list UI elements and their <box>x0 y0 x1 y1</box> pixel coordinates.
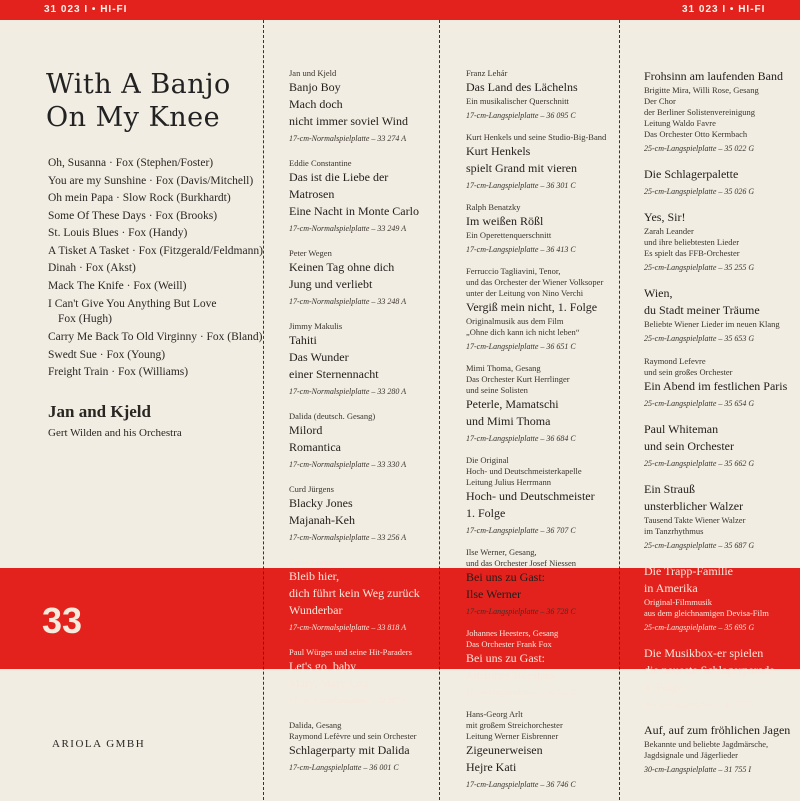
track-item: Some Of These Days · Fox (Brooks) <box>48 209 218 222</box>
entry-title: Banjo Boy <box>289 80 341 94</box>
entry-subtitle: Jagdsignale und Jägerlieder <box>644 750 738 760</box>
entry-record-number: 30-cm-Langspielplatte – 31 755 I <box>644 765 752 774</box>
catalog-number-right: 31 023 I • HI-FI <box>682 4 766 15</box>
column-divider <box>619 20 620 800</box>
catalog-entry <box>466 202 616 257</box>
catalog-entry <box>644 645 794 712</box>
entry-record-number: 25-cm-Langspielplatte – 35 662 G <box>644 459 755 468</box>
entry-title: Keinen Tag ohne dich <box>289 260 395 274</box>
track-item: St. Louis Blues · Fox (Handy) <box>48 227 188 239</box>
entry-artist: Raymond Lefèvre und sein Orchester <box>289 731 417 741</box>
entry-subtitle: Originalmusik aus dem Film <box>466 316 564 326</box>
entry-title: spielt Grand mit vieren <box>466 161 577 175</box>
catalog-entry <box>466 455 616 538</box>
entry-record-number: 25-cm-Langspielplatte – 35 654 G <box>644 399 755 408</box>
entry-title: Frohsinn am laufenden Band <box>644 69 783 83</box>
entry-title: Auf, auf zum fröhlichen Jagen <box>644 723 791 737</box>
entry-title: Zigeunerweisen <box>466 743 543 757</box>
entry-title: Romantica <box>289 440 341 454</box>
entry-artist: Dalida (deutsch. Gesang) <box>289 411 376 421</box>
catalog-entry <box>644 563 794 635</box>
entry-subtitle: Das Orchester Otto Kermbach <box>644 129 748 139</box>
entry-title: Hoch- und Deutschmeister <box>466 489 595 503</box>
track-item-line: I Can't Give You Anything But Love <box>48 298 217 310</box>
entry-title: Peterle, Mamatschi <box>466 397 559 411</box>
column-divider <box>439 20 440 800</box>
entry-record-number: 17-cm-Normalspielplatte – 33 249 A <box>289 224 407 233</box>
entry-subtitle: aus dem gleichnamigen Devisa-Film <box>644 608 769 618</box>
entry-record-number: 25-cm-Langspielplatte – 35 653 G <box>644 334 755 343</box>
catalog-number-left: 31 023 I • HI-FI <box>44 4 128 15</box>
entry-artist: Peter Wegen <box>289 248 332 258</box>
entry-artist: Johannes Heesters, Gesang <box>466 628 559 638</box>
album-title <box>46 68 231 134</box>
catalog-entry <box>644 166 794 199</box>
entry-title: 4. Folge <box>644 680 684 694</box>
entry-artist: Dalida, Gesang <box>289 720 342 730</box>
entry-subtitle: Leitung Waldo Favre <box>644 118 716 128</box>
album-orchestra: Gert Wilden and his Orchestra <box>48 427 182 439</box>
entry-title: in Amerika <box>644 581 698 595</box>
entry-title: unsterblicher Walzer <box>644 499 744 513</box>
entry-record-number: 17-cm-Normalspielplatte – 33 330 A <box>289 460 407 469</box>
catalog-column-2 <box>289 68 434 787</box>
catalog-entry <box>644 421 794 471</box>
entry-artist: unter der Leitung von Nino Verchi <box>466 288 584 298</box>
entry-title: Mary, Mary Lou <box>289 676 369 690</box>
catalog-entry <box>644 285 794 346</box>
entry-artist: und das Orchester der Wiener Volksoper <box>466 277 604 287</box>
entry-record-number: 17-cm-Langspielplatte – 36 684 C <box>466 434 576 443</box>
entry-record-number: 25-cm-Langspielplatte – 35 022 G <box>644 144 755 153</box>
catalog-entry <box>289 321 434 399</box>
entry-title: Majanah-Keh <box>289 513 355 527</box>
catalog-entry <box>466 628 616 700</box>
entry-subtitle: „Ohne dich kann ich nicht leben“ <box>466 327 580 337</box>
record-company: ARIOLA GMBH <box>52 738 146 750</box>
track-list <box>48 155 263 382</box>
catalog-entry <box>644 68 794 156</box>
entry-record-number: 17-cm-Normalspielplatte – 33 280 A <box>289 387 407 396</box>
entry-artist: Eddie Constantine <box>289 158 352 168</box>
entry-title: Bei uns zu Gast: <box>466 570 545 584</box>
album-artist: Jan and Kjeld <box>48 402 151 421</box>
entry-artist: Jimmy Makulis <box>289 321 343 331</box>
entry-title: Die Trapp-Familie <box>644 564 733 578</box>
entry-title: Die Schlagerpalette <box>644 167 739 181</box>
album-title-line: On My Knee <box>46 102 221 133</box>
entry-record-number: 17-cm-Normalspielplatte – 33 256 A <box>289 533 407 542</box>
entry-subtitle: im Tanzrhythmus <box>644 526 704 536</box>
catalog-entry <box>466 709 616 792</box>
catalog-entry <box>289 411 434 472</box>
entry-title: Yes, Sir! <box>644 210 686 224</box>
catalog-entry <box>644 209 794 275</box>
catalog-column-4 <box>644 68 794 787</box>
column-divider <box>263 20 264 800</box>
entry-title: Blacky Jones <box>289 496 353 510</box>
entry-title: Das ist die Liebe der Matrosen <box>289 170 389 201</box>
entry-title: Eine Nacht in Monte Carlo <box>289 204 419 218</box>
entry-title: 1. Folge <box>466 506 506 520</box>
track-item: Oh, Susanna · Fox (Stephen/Foster) <box>48 157 214 169</box>
catalog-entry <box>466 266 616 354</box>
catalog-entry <box>644 481 794 553</box>
entry-title: Schlagerparty mit Dalida <box>289 743 410 757</box>
track-item: A Tisket A Tasket · Fox (Fitzgerald/Feldmann) <box>48 244 263 257</box>
entry-artist: Jan und Kjeld <box>289 68 337 78</box>
entry-subtitle: der Berliner Solistenvereinigung <box>644 107 755 117</box>
entry-record-number: 17-cm-Normalspielplatte – 33 818 A <box>289 623 407 632</box>
entry-title: Das Wunder <box>289 350 349 364</box>
entry-title: Hejre Kati <box>466 760 517 774</box>
entry-record-number: 25-cm-Langspielplatte – 35 717 G <box>644 700 755 709</box>
entry-title: Ein Strauß <box>644 482 695 496</box>
entry-title: Das Land des Lächelns <box>466 80 578 94</box>
entry-title: die neueste Schlagerparade <box>644 663 775 677</box>
catalog-entry <box>289 68 434 146</box>
entry-title: einer Sternennacht <box>289 367 379 381</box>
catalog-entry <box>289 484 434 545</box>
entry-artist: Leitung Julius Herrmann <box>466 477 551 487</box>
entry-artist: Hoch- und Deutschmeisterkapelle <box>466 466 582 476</box>
entry-record-number: 17-cm-Langspielplatte – 36 413 C <box>466 245 576 254</box>
track-item: Freight Train · Fox (Williams) <box>48 366 189 378</box>
track-item: Dinah · Fox (Akst) <box>48 262 136 274</box>
entry-artist: Kurt Henkels und seine Studio-Big-Band <box>466 132 607 142</box>
entry-record-number: 17-cm-Langspielplatte – 36 746 C <box>466 780 576 789</box>
entry-title: Jung und verliebt <box>289 277 373 291</box>
entry-subtitle: Es spielt das FFB-Orchester <box>644 248 740 258</box>
entry-artist: Ferruccio Tagliavini, Tenor, <box>466 266 561 276</box>
catalog-entry <box>289 248 434 309</box>
entry-title: Johannes Heesters <box>466 668 555 682</box>
catalog-entry <box>466 363 616 446</box>
entry-title: Im weißen Rößl <box>466 214 544 228</box>
entry-artist: Zarah Leander <box>289 557 339 567</box>
entry-artist: Ralph Benatzky <box>466 202 521 212</box>
entry-artist: Das Orchester Kurt Herrlinger <box>466 374 570 384</box>
catalog-entry <box>644 356 794 411</box>
entry-artist: Das Orchester Frank Fox <box>466 639 552 649</box>
entry-record-number: 25-cm-Langspielplatte – 35 255 G <box>644 263 755 272</box>
entry-artist: Curd Jürgens <box>289 484 334 494</box>
entry-record-number: 17-cm-Langspielplatte – 36 743 C <box>466 688 576 697</box>
track-item: You are my Sunshine · Fox (Davis/Mitchell) <box>48 174 254 187</box>
entry-record-number: 17-cm-Normalspielplatte – 33 248 A <box>289 297 407 306</box>
entry-record-number: 17-cm-Langspielplatte – 36 707 C <box>466 526 576 535</box>
entry-artist: und das Orchester Josef Niessen <box>466 558 576 568</box>
track-item: Mack The Knife · Fox (Weill) <box>48 279 187 292</box>
entry-subtitle: und ihre beliebtesten Lieder <box>644 237 740 247</box>
track-item <box>48 295 258 329</box>
entry-title: Vergiß mein nicht, 1. Folge <box>466 300 598 314</box>
entry-title: Paul Whiteman <box>644 422 719 436</box>
entry-artist: Mimi Thoma, Gesang <box>466 363 541 373</box>
album-number: 33 <box>42 600 83 641</box>
entry-title: Ilse Werner <box>466 587 522 601</box>
entry-title: du Stadt meiner Träume <box>644 303 760 317</box>
entry-subtitle: Original-Filmmusik <box>644 597 712 607</box>
entry-subtitle: Beliebte Wiener Lieder im neuen Klang <box>644 319 780 329</box>
catalog-entry <box>289 158 434 236</box>
entry-subtitle: Ein musikalischer Querschnitt <box>466 96 569 106</box>
entry-title: Wunderbar <box>289 603 343 617</box>
entry-artist: mit großem Streichorchester <box>466 720 563 730</box>
entry-title: und sein Orchester <box>644 439 734 453</box>
entry-artist: Paul Würges und seine Hit-Paraders <box>289 647 412 657</box>
entry-title: Die Musikbox-er spielen <box>644 646 764 660</box>
entry-title: Wien, <box>644 286 673 300</box>
entry-title: Milord <box>289 423 323 437</box>
entry-title: dich führt kein Weg zurück <box>289 586 420 600</box>
entry-title: Ein Abend im festlichen Paris <box>644 379 788 393</box>
entry-artist: Leitung Werner Eisbrenner <box>466 731 559 741</box>
entry-record-number: 25-cm-Langspielplatte – 35 026 G <box>644 187 755 196</box>
entry-subtitle: Tausend Takte Wiener Walzer <box>644 515 746 525</box>
entry-subtitle: Der Chor <box>644 96 676 106</box>
entry-record-number: 25-cm-Langspielplatte – 35 687 G <box>644 541 755 550</box>
entry-title: nicht immer soviel Wind <box>289 114 408 128</box>
entry-title: Bei uns zu Gast: <box>466 651 545 665</box>
entry-subtitle: Bekannte und beliebte Jagdmärsche, <box>644 739 769 749</box>
entry-record-number: 17-cm-Normalspielplatte – 33 287 A <box>289 696 407 705</box>
entry-record-number: 17-cm-Normalspielplatte – 33 274 A <box>289 134 407 143</box>
entry-subtitle: Brigitte Mira, Willi Rose, Gesang <box>644 85 759 95</box>
track-item: Oh mein Papa · Slow Rock (Burkhardt) <box>48 192 231 204</box>
catalog-entry <box>289 557 434 635</box>
entry-title: Bleib hier, <box>289 569 340 583</box>
entry-artist: Die Original <box>466 455 509 465</box>
entry-subtitle: Zarah Leander <box>644 226 694 236</box>
catalog-entry <box>466 132 616 193</box>
entry-record-number: 17-cm-Langspielplatte – 36 651 C <box>466 342 576 351</box>
entry-artist: Hans-Georg Arlt <box>466 709 523 719</box>
entry-title: Mach doch <box>289 97 343 111</box>
track-item-line: Fox (Hugh) <box>58 313 112 325</box>
entry-record-number: 17-cm-Langspielplatte – 36 095 C <box>466 111 576 120</box>
entry-artist: Ilse Werner, Gesang, <box>466 547 537 557</box>
catalog-column-3 <box>466 68 616 801</box>
track-item: Swedt Sue · Fox (Young) <box>48 348 166 361</box>
entry-artist: und seine Solisten <box>466 385 528 395</box>
entry-record-number: 17-cm-Langspielplatte – 36 001 C <box>289 763 399 772</box>
entry-record-number: 17-cm-Langspielplatte – 36 301 C <box>466 181 576 190</box>
catalog-entry <box>289 720 434 775</box>
track-item: Carry Me Back To Old Virginny · Fox (Bland) <box>48 331 263 343</box>
catalog-entry <box>466 68 616 123</box>
entry-title: Tahiti <box>289 333 317 347</box>
entry-title: und Mimi Thoma <box>466 414 551 428</box>
catalog-entry <box>466 547 616 619</box>
album-title-line: With A Banjo <box>46 69 231 100</box>
entry-record-number: 17-cm-Langspielplatte – 36 728 C <box>466 607 576 616</box>
entry-subtitle: Ein Operettenquerschnitt <box>466 230 552 240</box>
entry-artist: Raymond Lefevre <box>644 356 706 366</box>
catalog-entry <box>644 722 794 777</box>
entry-artist: und sein großes Orchester <box>644 367 733 377</box>
entry-title: Let's go, baby <box>289 659 357 673</box>
entry-title: Kurt Henkels <box>466 144 531 158</box>
entry-record-number: 25-cm-Langspielplatte – 35 695 G <box>644 623 755 632</box>
entry-artist: Franz Lehár <box>466 68 508 78</box>
catalog-entry <box>289 647 434 708</box>
